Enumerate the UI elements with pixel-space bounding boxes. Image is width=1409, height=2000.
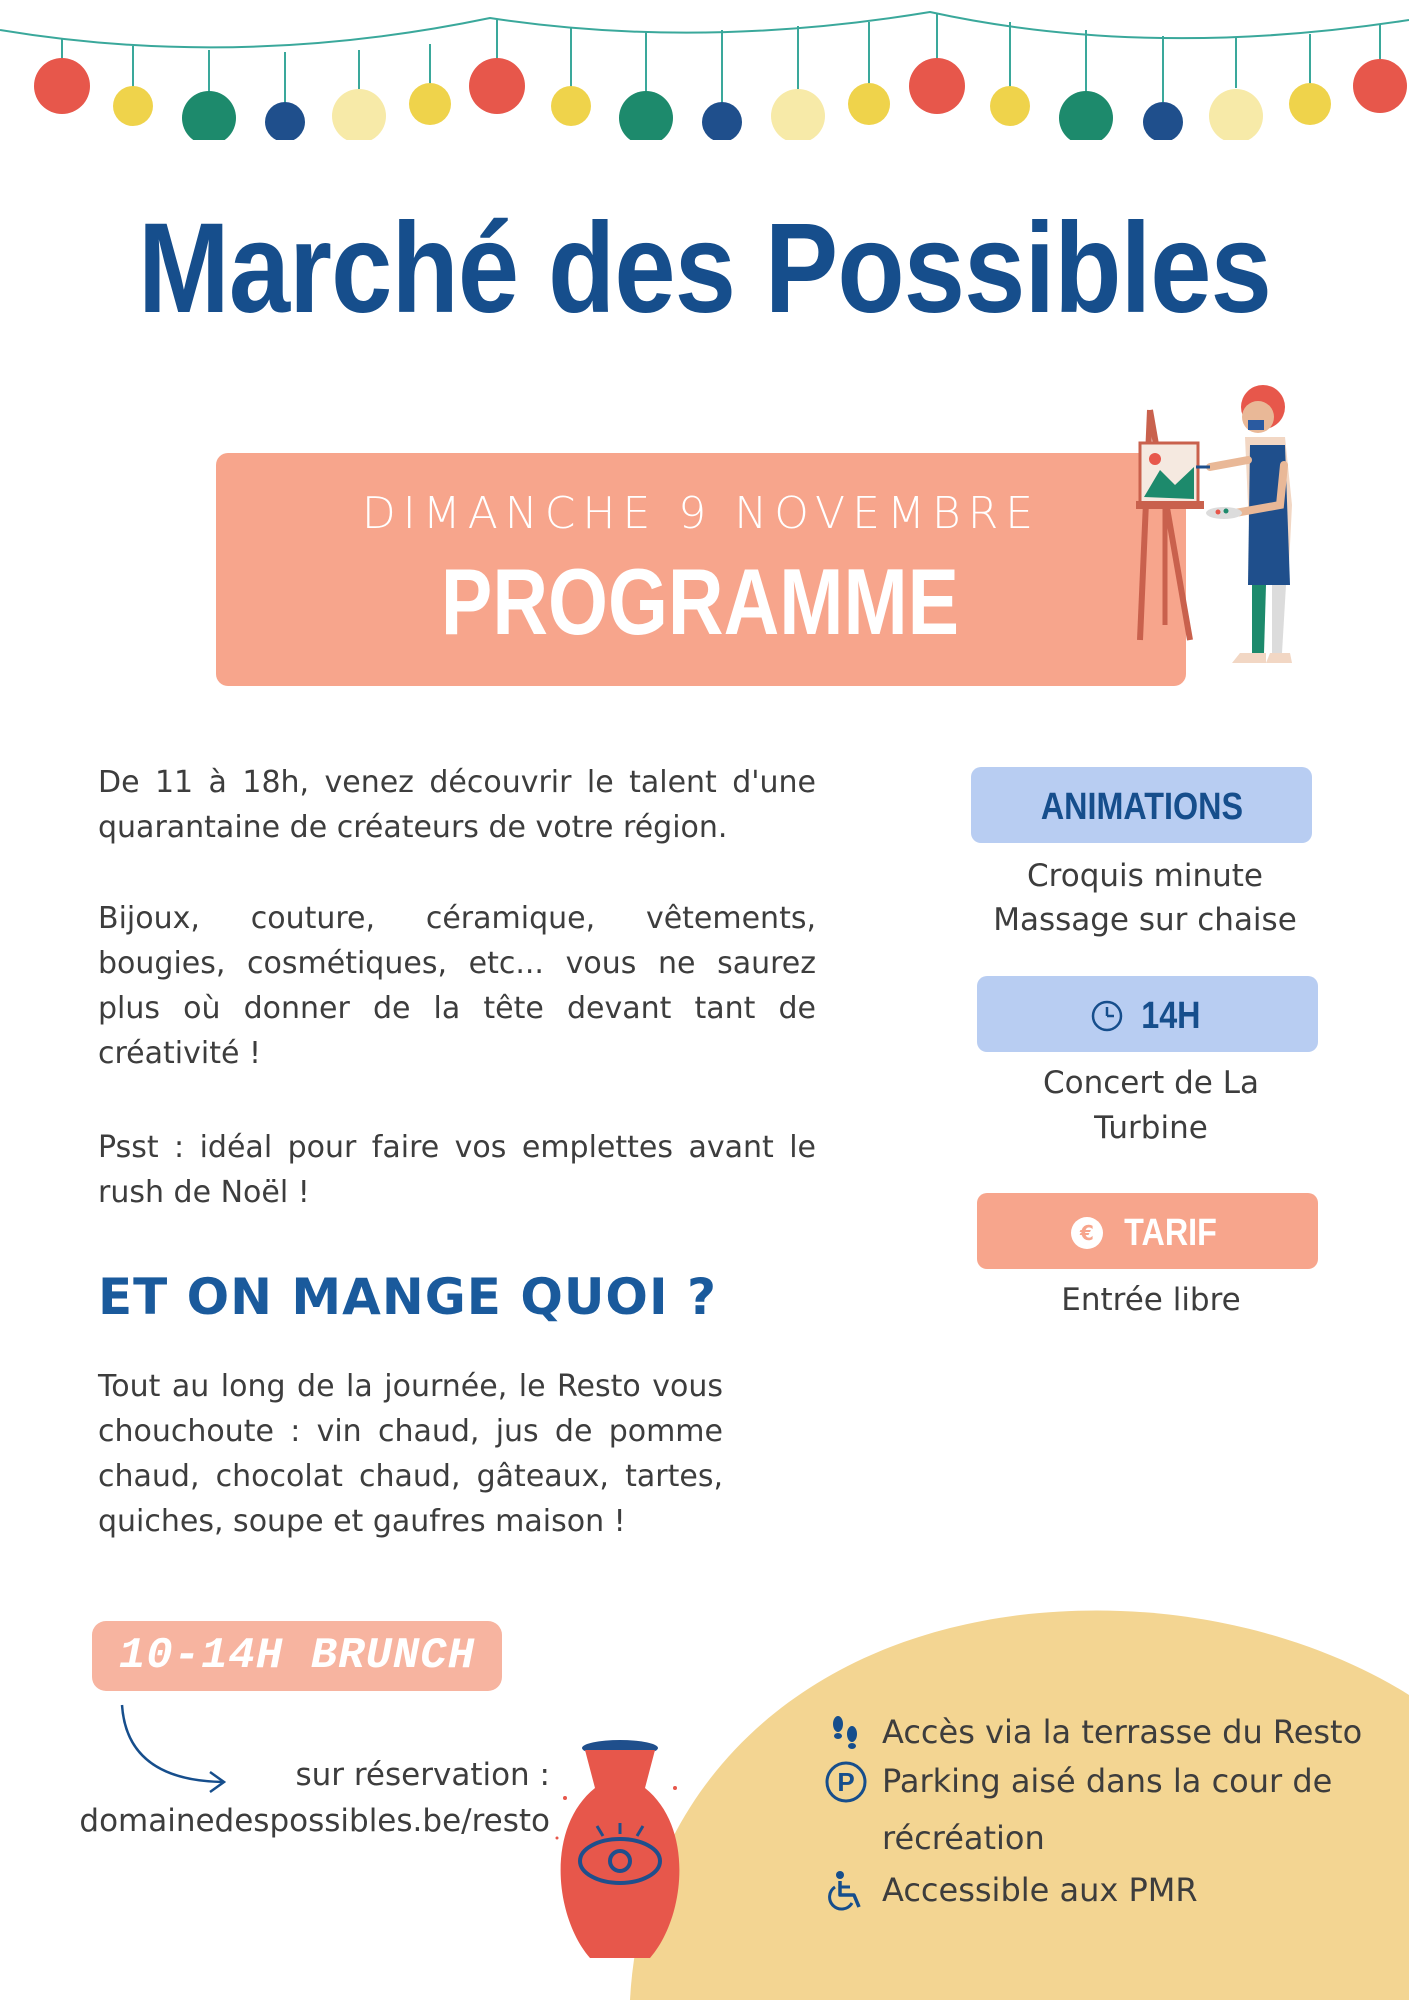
event-date: DIMANCHE 9 NOVEMBRE [361, 488, 1041, 539]
reservation-link[interactable]: domainedespossibles.be/resto [79, 1803, 550, 1839]
wheelchair-icon [824, 1869, 868, 1913]
crafts-paragraph: Bijoux, couture, céramique, vêtements, bougies, cosmétiques, etc... vous ne saurez plus où donner de la tête devant tant de créativité ! [98, 901, 816, 1071]
vase-illustration [545, 1728, 695, 1978]
concert-item: Concert de La [1042, 1065, 1259, 1101]
animations-item: Massage sur chaise [993, 902, 1297, 938]
psst-paragraph: Psst : idéal pour faire vos emplettes avant le rush de Noël ! [98, 1130, 816, 1210]
concert-time-badge [977, 976, 1318, 1052]
concert-time-label: 14H [1140, 994, 1201, 1037]
parking-icon [824, 1760, 868, 1804]
tarif-item: Entrée libre [1061, 1282, 1241, 1318]
tarif-badge [977, 1193, 1318, 1269]
clock-icon [1090, 999, 1124, 1033]
programme-heading: PROGRAMME [440, 549, 960, 654]
animations-item: Croquis minute [1027, 858, 1263, 894]
access-info: Accès via la terrasse du Resto [882, 1713, 1363, 1751]
arrow-icon [112, 1700, 242, 1800]
parking-info: récréation [882, 1819, 1045, 1857]
pompom-garland-decoration [0, 0, 1409, 140]
parking-info: Parking aisé dans la cour de [882, 1762, 1333, 1800]
svg-text:€: € [1080, 1220, 1094, 1245]
animations-badge [971, 767, 1312, 843]
page-title: Marché des Possibles [137, 197, 1272, 340]
animations-label: ANIMATIONS [1040, 785, 1243, 828]
food-paragraph: Tout au long de la journée, le Resto vous chouchoute : vin chaud, jus de pomme chaud, chocolat chaud, gâteaux, tartes, quiches, soupe et gaufres maison ! [98, 1369, 723, 1539]
concert-item: Turbine [1094, 1110, 1208, 1146]
reservation-label: sur réservation : [295, 1757, 550, 1793]
tarif-label: TARIF [1124, 1211, 1217, 1254]
painter-illustration [1120, 375, 1320, 675]
food-heading: ET ON MANGE QUOI ? [98, 1268, 717, 1326]
euro-icon [1070, 1216, 1104, 1250]
intro-paragraph: De 11 à 18h, venez découvrir le talent d'une quarantaine de créateurs de votre région. [98, 765, 816, 845]
svg-text:P: P [837, 1767, 855, 1797]
brunch-badge: 10-14H BRUNCH [92, 1621, 502, 1691]
pmr-info: Accessible aux PMR [882, 1871, 1198, 1909]
footsteps-icon [824, 1712, 868, 1756]
